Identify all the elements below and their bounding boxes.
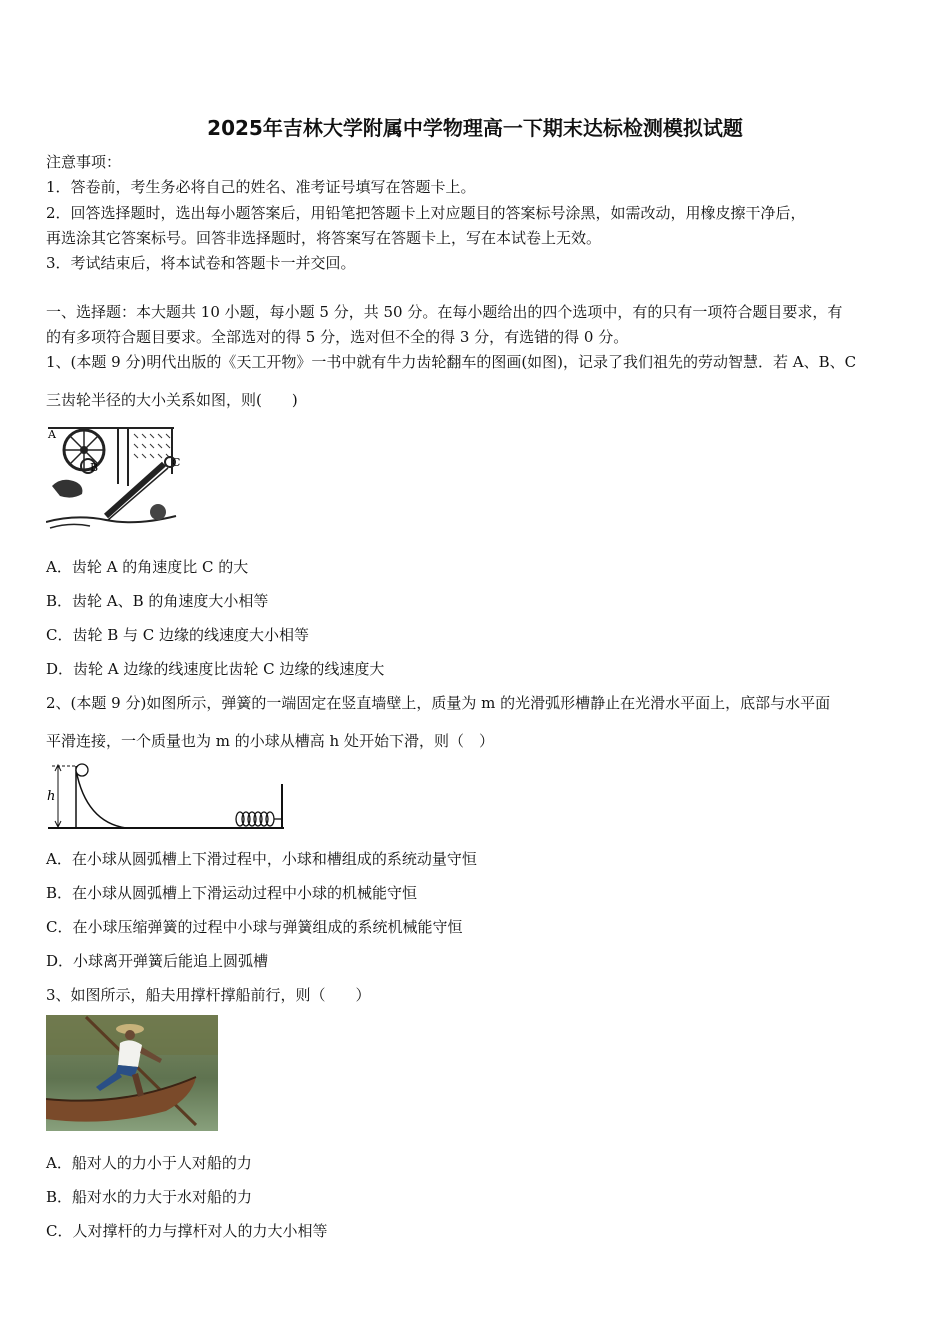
question-2-option: C．在小球压缩弹簧的过程中小球与弹簧组成的系统机械能守恒 [46, 918, 463, 936]
height-label: h [47, 789, 56, 804]
question-3-option: A．船对人的力小于人对船的力 [46, 1154, 252, 1172]
question-1-option: C．齿轮 B 与 C 边缘的线速度大小相等 [46, 626, 310, 644]
notice-item: 3．考试结束后，将本试卷和答题卡一并交回。 [46, 254, 356, 272]
section-intro: 的有多项符合题目要求。全部选对的得 5 分，选对但不全的得 3 分，有选错的得 0 分。 [46, 328, 629, 346]
question-1-option: D．齿轮 A 边缘的线速度比齿轮 C 边缘的线速度大 [46, 660, 385, 678]
question-3-option: B．船对水的力大于水对船的力 [46, 1188, 253, 1206]
notice-item: 2．回答选择题时，选出每小题答案后，用铅笔把答题卡上对应题目的答案标号涂黑，如需改动，用橡皮擦干净后， [46, 204, 806, 222]
spring-arc-figure [46, 762, 288, 832]
question-3-stem: 3、如图所示，船夫用撑杆撑船前行，则（ ） [46, 986, 371, 1004]
question-3-option: C．人对撑杆的力与撑杆对人的力大小相等 [46, 1222, 328, 1240]
question-1-stem: 三齿轮半径的大小关系如图，则( ) [46, 391, 298, 409]
notice-item: 1．答卷前，考生务必将自己的姓名、准考证号填写在答题卡上。 [46, 178, 476, 196]
section-intro: 一、选择题：本大题共 10 小题，每小题 5 分，共 50 分。在每小题给出的四个选项中，有的只有一项符合题目要求，有 [46, 303, 843, 321]
gear-label-b: B [90, 461, 99, 474]
gear-label-c: C [172, 456, 181, 469]
page-title: 2025年吉林大学附属中学物理高一下期末达标检测模拟试题 [207, 116, 743, 140]
gear-label-a: A [48, 428, 56, 441]
boatman-photo [46, 1015, 218, 1131]
question-1-option: B．齿轮 A、B 的角速度大小相等 [46, 592, 269, 610]
question-1-stem: 1、(本题 9 分)明代出版的《天工开物》一书中就有牛力齿轮翻车的图画(如图)，记录了我们祖先的劳动智慧．若 A、B、C [46, 353, 857, 371]
waterwheel-figure [46, 424, 182, 530]
spring-icon [236, 812, 282, 826]
question-2-option: A．在小球从圆弧槽上下滑过程中，小球和槽组成的系统动量守恒 [46, 850, 477, 868]
question-2-option: D．小球离开弹簧后能追上圆弧槽 [46, 952, 269, 970]
question-2-option: B．在小球从圆弧槽上下滑运动过程中小球的机械能守恒 [46, 884, 418, 902]
notice-heading: 注意事项： [46, 153, 122, 171]
notice-item: 再选涂其它答案标号。回答非选择题时，将答案写在答题卡上，写在本试卷上无效。 [46, 229, 602, 247]
question-2-stem: 平滑连接，一个质量也为 m 的小球从槽高 h 处开始下滑，则（ ） [46, 732, 494, 750]
question-2-stem: 2、(本题 9 分)如图所示，弹簧的一端固定在竖直墙壁上，质量为 m 的光滑弧形槽静止在光滑水平面上，底部与水平面 [46, 694, 831, 712]
question-1-option: A．齿轮 A 的角速度比 C 的大 [46, 558, 249, 576]
